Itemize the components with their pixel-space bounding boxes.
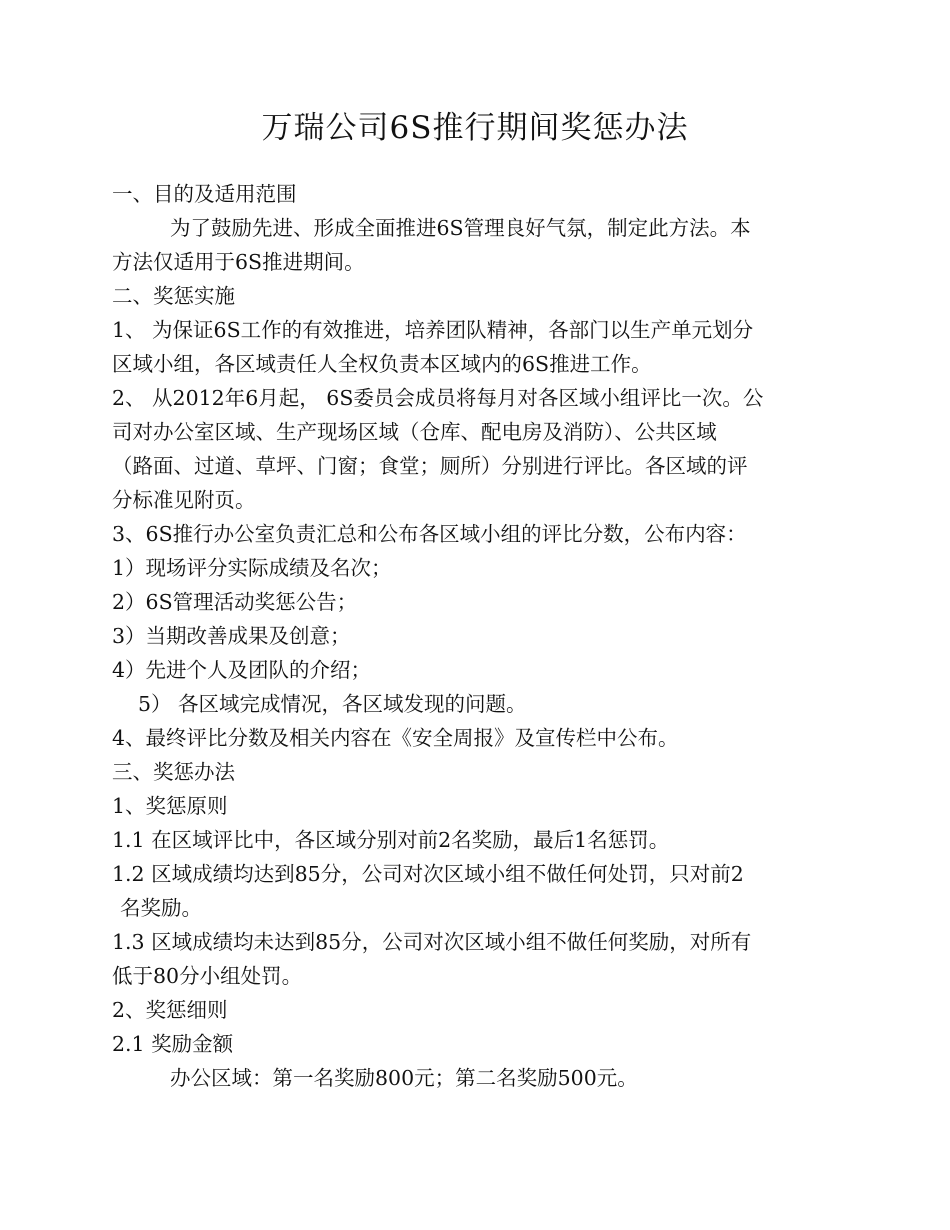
list-item: 2）6S管理活动奖惩公告； [112,590,358,614]
document-title: 万瑞公司6S推行期间奖惩办法 [261,110,689,146]
subsection-heading: 2、奖惩细则 [112,998,228,1022]
list-item: 5） 各区域完成情况，各区域发现的问题。 [138,692,527,716]
list-item: 4、最终评比分数及相关内容在《安全周报》及宣传栏中公布。 [112,726,679,750]
list-item: 2、 从2012年6月起， 6S委员会成员将每月对各区域小组评比一次。公 [112,386,764,410]
document-body [112,177,842,1095]
list-item: 1、 为保证6S工作的有效推进，培养团队精神，各部门以生产单元划分 [112,318,754,342]
list-item: 1）现场评分实际成绩及名次； [112,556,392,580]
list-item: 1.2 区域成绩均达到85分，公司对次区域小组不做任何处罚，只对前2 [112,862,744,886]
paragraph-line: 办公区域：第一名奖励800元；第二名奖励500元。 [170,1066,638,1090]
paragraph-line: 名奖励。 [120,896,202,920]
subsection-heading: 1、奖惩原则 [112,794,228,818]
list-item: 1.1 在区域评比中，各区域分别对前2名奖励，最后1名惩罚。 [112,828,670,852]
paragraph-line: 为了鼓励先进、形成全面推进6S管理良好气氛，制定此方法。本 [170,216,751,240]
paragraph-line: 方法仅适用于6S推进期间。 [112,250,365,274]
section-heading: 二、奖惩实施 [112,284,235,308]
section-heading: 一、目的及适用范围 [112,182,297,206]
list-item: 3）当期改善成果及创意； [112,624,351,648]
paragraph-line: 低于80分小组处罚。 [112,964,303,988]
paragraph-line: 分标准见附页。 [112,488,256,512]
list-item: 4）先进个人及团队的介绍； [112,658,372,682]
paragraph-line: （路面、过道、草坪、门窗；食堂；厕所）分别进行评比。各区域的评 [112,454,748,478]
list-item: 3、6S推行办公室负责汇总和公布各区域小组的评比分数，公布内容： [112,522,747,546]
paragraph-line: 区域小组，各区域责任人全权负责本区域内的6S推进工作。 [112,352,652,376]
subsection-heading: 2.1 奖励金额 [112,1032,234,1056]
section-heading: 三、奖惩办法 [112,760,235,784]
list-item: 1.3 区域成绩均未达到85分，公司对次区域小组不做任何奖励，对所有 [112,930,752,954]
paragraph-line: 司对办公室区域、生产现场区域（仓库、配电房及消防）、公共区域 [112,420,717,444]
